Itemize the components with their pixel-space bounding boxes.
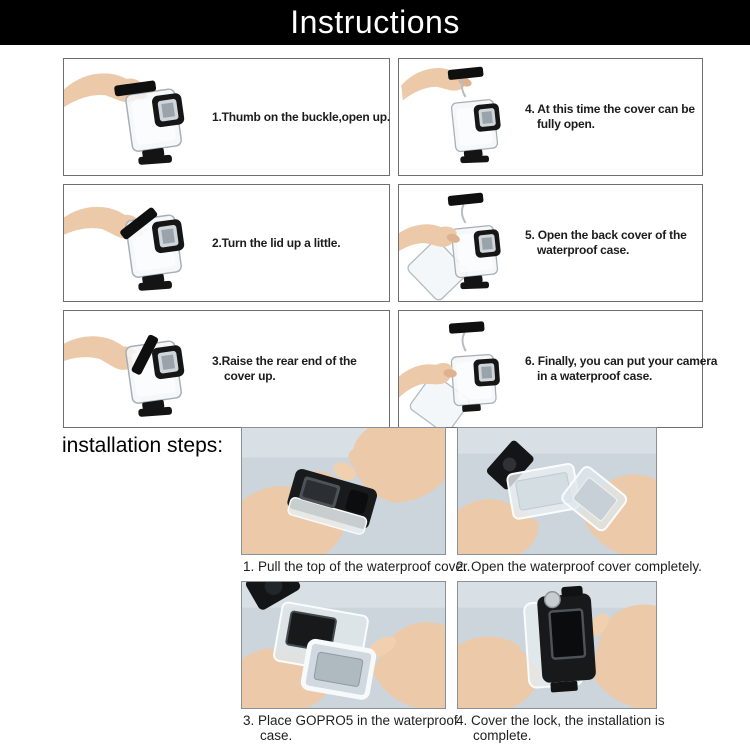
install-step-4-photo — [457, 581, 657, 709]
locking-case-complete-photo — [458, 582, 656, 708]
hand-opening-back-cover-photo — [399, 185, 525, 301]
step-4-caption — [525, 59, 702, 175]
step-6-text-line2: in a waterproof case. — [537, 369, 653, 383]
hand-holding-open-lid-photo — [399, 59, 525, 175]
step-5-photo — [399, 185, 525, 301]
step-5-caption — [525, 185, 702, 301]
step-1-photo — [64, 59, 212, 175]
step-2-caption — [212, 185, 389, 301]
placing-gopro-in-case-photo — [242, 582, 445, 708]
step-2-photo — [64, 185, 212, 301]
header-banner — [0, 0, 750, 45]
hand-lifting-lid-photo — [64, 185, 212, 301]
step-3-text-line1: 3.Raise the rear end of the — [212, 354, 357, 368]
hands-opening-cover-photo — [458, 428, 656, 554]
step-4-text-line1: 4. At this time the cover can be — [525, 102, 695, 116]
step-5-text-line1: 5. Open the back cover of the — [525, 228, 687, 242]
step-6-photo — [399, 311, 525, 427]
install-step-2-caption — [456, 559, 702, 574]
install-step-1-text-line1: 1. Pull the top of the waterproof cover. — [243, 559, 471, 574]
step-box-2 — [63, 184, 390, 302]
step-6-caption — [525, 311, 717, 427]
install-step-2-text-line1: 2. Open the waterproof cover completely. — [456, 559, 702, 574]
step-1-caption — [212, 59, 390, 175]
step-5-text-line2: waterproof case. — [537, 243, 630, 257]
step-3-text-line2: cover up. — [224, 369, 276, 383]
page-title: Instructions — [290, 4, 460, 40]
hand-with-open-waterproof-case-photo — [399, 311, 525, 427]
install-step-4-text-line1: 4. Cover the lock, the installation is — [456, 713, 665, 728]
step-1-text-line1: 1.Thumb on the buckle,open up. — [212, 109, 391, 124]
install-step-4-caption — [456, 713, 665, 743]
hand-raising-cover-photo — [64, 311, 212, 427]
step-4-photo — [399, 59, 525, 175]
install-step-3-caption — [243, 713, 458, 743]
step-2-text-line1: 2.Turn the lid up a little. — [212, 235, 341, 250]
install-step-3-photo — [241, 581, 446, 709]
step-box-6 — [398, 310, 718, 428]
step-3-caption — [212, 311, 389, 427]
install-step-1-caption — [243, 559, 470, 574]
step-box-4 — [398, 58, 703, 176]
install-step-4-text-line2: complete. — [473, 728, 532, 743]
installation-steps-heading: installation steps: — [62, 434, 224, 457]
step-3-photo — [64, 311, 212, 427]
step-box-3 — [63, 310, 390, 428]
install-step-1-photo — [241, 427, 446, 555]
step-box-5 — [398, 184, 703, 302]
hands-pulling-cover-top-photo — [242, 428, 445, 554]
install-step-2-photo — [457, 427, 657, 555]
install-step-3-text-line1: 3. Place GOPRO5 in the waterproof — [243, 713, 458, 728]
step-box-1 — [63, 58, 390, 176]
install-step-3-text-line2: case. — [260, 728, 293, 743]
step-4-text-line2: fully open. — [537, 117, 595, 131]
hand-on-buckle-photo — [64, 59, 212, 175]
step-6-text-line1: 6. Finally, you can put your camera — [525, 354, 718, 368]
